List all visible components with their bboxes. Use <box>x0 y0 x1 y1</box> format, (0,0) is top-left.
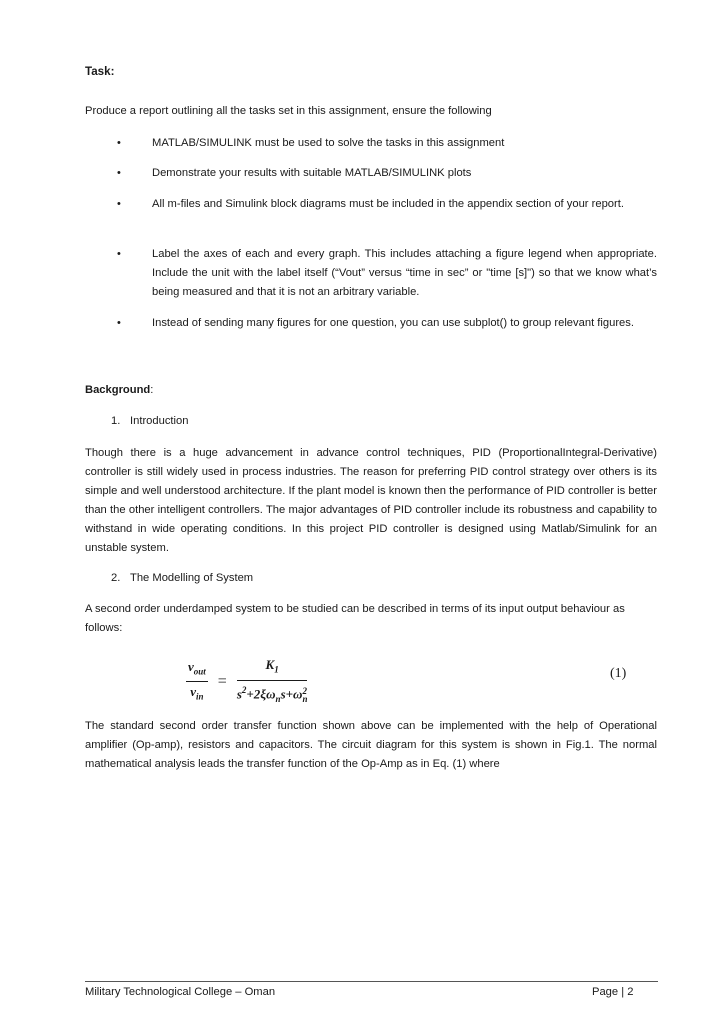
bullet-item-5: Instead of sending many figures for one question, you can use subplot() to group relevant figures. <box>152 317 634 329</box>
transfer-function-equation <box>186 656 308 704</box>
bullet-symbol: • <box>117 317 121 329</box>
footer-college-name: Military Technological College – Oman <box>85 986 276 998</box>
bullet-item-2: Demonstrate your results with suitable MATLAB/SIMULINK plots <box>152 167 472 179</box>
section-1-number: 1. <box>111 415 121 427</box>
section-2-number: 2. <box>111 572 121 584</box>
bullet-symbol: • <box>117 137 121 149</box>
section-1-title: Introduction <box>130 415 189 427</box>
equation-rhs-fraction <box>237 656 308 708</box>
section-1-paragraph: Though there is a huge advancement in advance control techniques, PID (ProportionalIntegral-Derivative) controller is still widely used in process industries. The reason for preferring PID control strategy over others is its simple and well understood architecture. If the plant model is known then the performance of PID controller is better than the other intelligent controllers. The major advantages of PID controller include its robustness and capability to withstand in wide operating conditions. In this project PID controller is designed using Matlab/Simulink for an unstable system. <box>85 447 657 554</box>
background-heading <box>85 381 153 400</box>
bullet-symbol: • <box>117 198 121 210</box>
bullet-item-3: All m-files and Simulink block diagrams must be included in the appendix section of your report. <box>152 198 624 210</box>
intro-line: Produce a report outlining all the tasks set in this assignment, ensure the following <box>85 105 492 117</box>
footer-divider <box>85 981 658 982</box>
task-heading: Task: <box>85 65 115 78</box>
equation-rhs-denominator: $s^2+2\xi\omega_ns+\omega$ 2 n <box>236 684 308 704</box>
background-heading-text: Background <box>85 384 151 396</box>
after-equation-paragraph: The standard second order transfer function shown above can be implemented with the help of Operational amplifier (Op-amp), resistors and capacitors. The circuit diagram for this system is shown in Fig.1. The normal mathematical analysis leads the transfer function of the Op-Amp as in Eq. (1) where <box>85 720 657 770</box>
equation-rhs-numerator: $K_1$ <box>237 656 308 681</box>
footer-page-number: Page | 2 <box>592 986 634 998</box>
equation-equals: = <box>217 672 227 690</box>
bullet-item-1: MATLAB/SIMULINK must be used to solve the tasks in this assignment <box>152 137 505 149</box>
bullet-symbol: • <box>117 167 121 179</box>
section-2-title: The Modelling of System <box>130 572 254 584</box>
equation-lhs-denominator: $v_{in}$ <box>190 684 204 702</box>
equation-number: (1) <box>610 666 627 681</box>
equation-lhs-fraction <box>186 658 208 706</box>
section-2-paragraph: A second order underdamped system to be studied can be described in terms of its input output behaviour as follows: <box>85 603 625 634</box>
equation-lhs-numerator: $v_{out}$ <box>186 658 208 683</box>
bullet-item-4: Label the axes of each and every graph. This includes attaching a figure legend when appropriate. Include the unit with the label itself (“Vout” versus “time in sec” or "time [s]") so that we know what’s being measured and that it is not an arbitrary variable. <box>152 248 657 298</box>
background-heading-colon: : <box>150 384 154 396</box>
bullet-symbol: • <box>117 248 121 260</box>
